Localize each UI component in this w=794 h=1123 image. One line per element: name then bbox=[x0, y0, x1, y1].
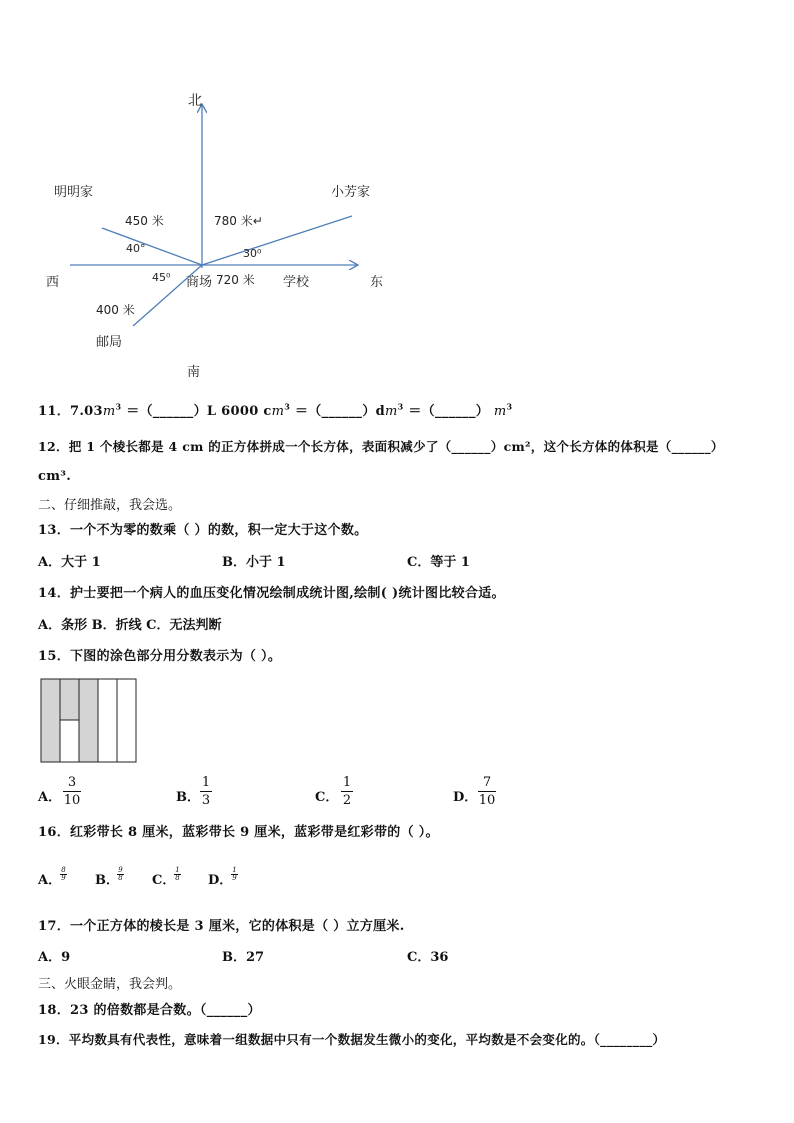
q15-option-d: D． bbox=[453, 790, 478, 805]
q17-option-c: C．36 bbox=[407, 950, 449, 965]
fraction-bar bbox=[63, 791, 81, 792]
q15-option-a: A． bbox=[38, 790, 62, 805]
distance-450-label: 450 米 bbox=[125, 214, 164, 228]
q11-unit-m2: m bbox=[271, 404, 285, 419]
post-office-label: 邮局 bbox=[96, 335, 123, 350]
distance-400-label: 400 米 bbox=[96, 303, 135, 317]
question-13-stem: 13．一个不为零的数乘（ ）的数，积一定大于这个数。 bbox=[38, 523, 368, 538]
q16-option-c: C． bbox=[152, 873, 176, 888]
south-label: 南 bbox=[187, 365, 201, 380]
question-11 bbox=[38, 400, 512, 419]
question-19: 19．平均数具有代表性，意味着一组数据中只有一个数据发生微小的变化，平均数是不会变化的。（________） bbox=[38, 1032, 666, 1047]
q15-option-c: C． bbox=[315, 790, 339, 805]
school-label: 学校 bbox=[283, 275, 310, 290]
fraction-bar bbox=[200, 791, 212, 792]
q11-part-d: ＝（______） bbox=[408, 404, 490, 419]
q16-fraction-c-numerator: 1 bbox=[175, 866, 180, 874]
q15-fraction-d-numerator: 7 bbox=[482, 775, 492, 790]
q15-fraction-d-denominator: 10 bbox=[478, 793, 496, 808]
q11-unit-m3: m bbox=[385, 404, 398, 419]
q11-sup3: 3 bbox=[397, 401, 404, 412]
fraction-bar bbox=[341, 791, 353, 792]
shaded-fraction-figure bbox=[40, 678, 138, 764]
question-16-stem: 16．红彩带长 8 厘米，蓝彩带长 9 厘米，蓝彩带是红彩带的（ ）。 bbox=[38, 825, 439, 840]
q16-fraction-b-numerator: 9 bbox=[118, 866, 123, 874]
q16-option-d: D． bbox=[208, 873, 233, 888]
q16-option-b: B． bbox=[95, 873, 119, 888]
q16-fraction-a-numerator: 8 bbox=[61, 866, 66, 874]
q15-fraction-b-denominator: 3 bbox=[201, 793, 211, 808]
q16-fraction-a-denominator: 9 bbox=[61, 874, 66, 882]
q15-fraction-c-numerator: 1 bbox=[342, 775, 352, 790]
q16-fraction-a bbox=[60, 867, 67, 882]
line-to-mingming bbox=[102, 228, 202, 265]
question-15-stem: 15．下图的涂色部分用分数表示为（ ）。 bbox=[38, 649, 282, 664]
q16-fraction-c-denominator: 8 bbox=[175, 874, 180, 882]
q13-option-a: A．大于 1 bbox=[38, 555, 101, 570]
east-label: 东 bbox=[370, 275, 384, 290]
distance-780-label: 780 米↵ bbox=[214, 214, 263, 228]
distance-720-label: 720 米 bbox=[216, 273, 255, 287]
q11-part-c: ＝（______）d bbox=[294, 404, 386, 419]
q11-part-a: 11．7.03 bbox=[38, 404, 103, 419]
q11-sup2: 3 bbox=[284, 401, 291, 412]
q14-options: A．条形 B．折线 C．无法判断 bbox=[38, 618, 222, 633]
q15-fraction-d bbox=[478, 775, 496, 808]
q15-fraction-a-denominator: 10 bbox=[63, 793, 81, 808]
angle-30-label: 30⁰ bbox=[243, 247, 262, 260]
question-12-line-2: cm³. bbox=[38, 469, 72, 484]
q13-option-b: B．小于 1 bbox=[222, 555, 286, 570]
angle-40-label: 40° bbox=[126, 242, 146, 255]
q15-fraction-a bbox=[63, 775, 81, 808]
question-17-stem: 17．一个正方体的棱长是 3 厘米，它的体积是（ ）立方厘米. bbox=[38, 919, 405, 934]
q16-fraction-d-numerator: 1 bbox=[232, 866, 237, 874]
q16-fraction-d bbox=[231, 867, 238, 882]
q15-fraction-b-numerator: 1 bbox=[201, 775, 211, 790]
angle-45-label: 45⁰ bbox=[152, 271, 171, 284]
q16-fraction-b bbox=[117, 867, 124, 882]
mingming-home-label: 明明家 bbox=[54, 185, 94, 200]
mall-label: 商场 bbox=[186, 275, 213, 290]
section-3-heading: 三、火眼金睛，我会判。 bbox=[38, 977, 182, 992]
q15-option-b: B． bbox=[176, 790, 200, 805]
section-2-heading: 二、仔细推敲，我会选。 bbox=[38, 498, 182, 513]
north-label: 北 bbox=[188, 93, 202, 109]
q16-option-a: A． bbox=[38, 873, 62, 888]
q16-fraction-d-denominator: 9 bbox=[232, 874, 237, 882]
west-label: 西 bbox=[46, 275, 60, 290]
q11-unit-m4: m bbox=[493, 404, 507, 419]
question-18: 18．23 的倍数都是合数。（______） bbox=[38, 1003, 261, 1018]
q15-fraction-a-numerator: 3 bbox=[67, 775, 77, 790]
q11-sup: 3 bbox=[115, 401, 122, 412]
q16-fraction-b-denominator: 8 bbox=[118, 874, 123, 882]
q16-fraction-c bbox=[174, 867, 181, 882]
q15-fraction-b bbox=[200, 775, 212, 808]
question-14-stem: 14．护士要把一个病人的血压变化情况绘制成统计图,绘制( )统计图比较合适。 bbox=[38, 586, 505, 601]
q15-fraction-c bbox=[341, 775, 353, 808]
q17-option-b: B．27 bbox=[222, 950, 265, 965]
q11-unit-m: m bbox=[102, 404, 116, 419]
q11-sup4: 3 bbox=[506, 401, 513, 412]
q15-fraction-c-denominator: 2 bbox=[342, 793, 352, 808]
fraction-bar bbox=[478, 791, 496, 792]
question-12-line-1: 12．把 1 个棱长都是 4 cm 的正方体拼成一个长方体，表面积减少了（______）cm²，这个长方体的体积是（______） bbox=[38, 439, 724, 454]
q17-option-a: A．9 bbox=[38, 950, 71, 965]
q11-part-b: ＝（______）L 6000 c bbox=[126, 404, 272, 419]
xiaofang-home-label: 小芳家 bbox=[331, 185, 371, 200]
q13-option-c: C．等于 1 bbox=[407, 555, 470, 570]
